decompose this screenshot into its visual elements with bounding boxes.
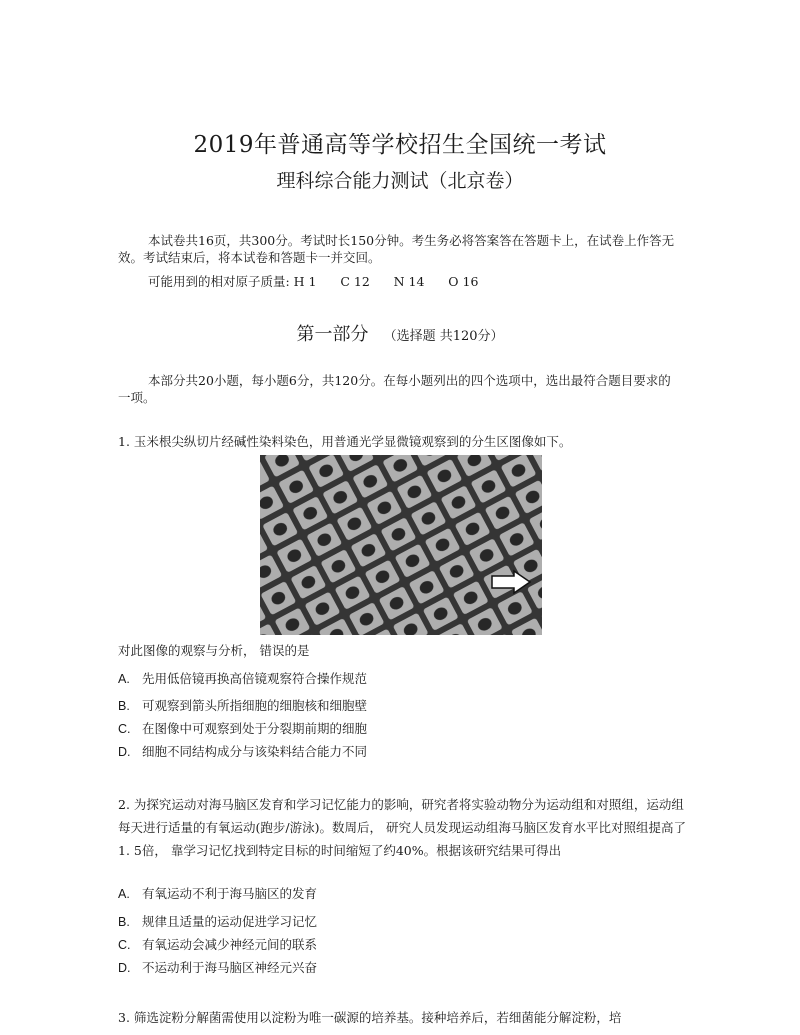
option-key: B. — [118, 699, 130, 713]
option-key: C. — [118, 722, 131, 736]
section-intro: 本部分共20小题，每小题6分，共120分。在每小题列出的四个选项中，选出最符合题目要求的一项。 — [118, 373, 671, 405]
section-heading — [0, 320, 800, 346]
option-text: 有氧运动不利于海马脑区的发育 — [142, 886, 318, 901]
option-text: 在图像中可观察到处于分裂期前期的细胞 — [142, 721, 368, 736]
question-2-option-d[interactable] — [118, 958, 317, 976]
option-key: C. — [118, 938, 131, 952]
question-1-stem: 1. 玉米根尖纵切片经碱性染料染色，用普通光学显微镜观察到的分生区图像如下。 — [118, 434, 572, 449]
question-1-prompt: 对此图像的观察与分析， 错误的是 — [118, 643, 310, 658]
question-3-stem: 3. 筛选淀粉分解菌需使用以淀粉为唯一碳源的培养基。接种培养后，若细菌能分解淀粉，培 — [118, 1010, 622, 1025]
question-2-stem: 2. 为探究运动对海马脑区发育和学习记忆能力的影响，研究者将实验动物分为运动组和对照组，运动组每天进行适量的有氧运动(跑步/游泳)。数周后， 研究人员发现运动组海马脑区发育水平比对照组提高了1. 5倍， 靠学习记忆找到特定目标的时间缩短了约40%。根据该研究结果可得出 — [118, 797, 686, 858]
option-text: 可观察到箭头所指细胞的细胞核和细胞壁 — [142, 698, 368, 713]
option-key: B. — [118, 915, 130, 929]
question-2-option-c[interactable] — [118, 935, 317, 953]
option-text: 先用低倍镜再换高倍镜观察符合操作规范 — [142, 671, 368, 686]
micrograph-image — [260, 455, 542, 635]
question-1-option-b[interactable] — [118, 696, 367, 714]
option-key: D. — [118, 745, 131, 759]
exam-title: 2019年普通高等学校招生全国统一考试 — [193, 132, 607, 158]
section-note: （选择题 共120分） — [383, 329, 504, 344]
option-key: D. — [118, 961, 131, 975]
option-text: 有氧运动会减少神经元间的联系 — [142, 937, 318, 952]
option-key: A. — [118, 887, 130, 901]
section-title: 第一部分 — [296, 324, 369, 345]
question-2-option-b[interactable] — [118, 912, 317, 930]
option-key: A. — [118, 672, 130, 686]
option-text: 不运动利于海马脑区神经元兴奋 — [142, 960, 318, 975]
option-text: 细胞不同结构成分与该染料结合能力不同 — [142, 744, 368, 759]
question-1-option-a[interactable] — [118, 669, 367, 687]
exam-instructions: 本试卷共16页，共300分。考试时长150分钟。考生务必将答案答在答题卡上，在试卷上作答无效。考试结束后，将本试卷和答题卡一并交回。 — [118, 233, 675, 265]
question-1-option-d[interactable] — [118, 742, 367, 760]
question-2-option-a[interactable] — [118, 884, 317, 902]
option-text: 规律且适量的运动促进学习记忆 — [142, 914, 318, 929]
question-1-option-c[interactable] — [118, 719, 367, 737]
exam-subtitle: 理科综合能力测试（北京卷） — [276, 170, 524, 192]
atomic-masses: 可能用到的相对原子质量: H 1 C 12 N 14 O 16 — [148, 274, 479, 289]
